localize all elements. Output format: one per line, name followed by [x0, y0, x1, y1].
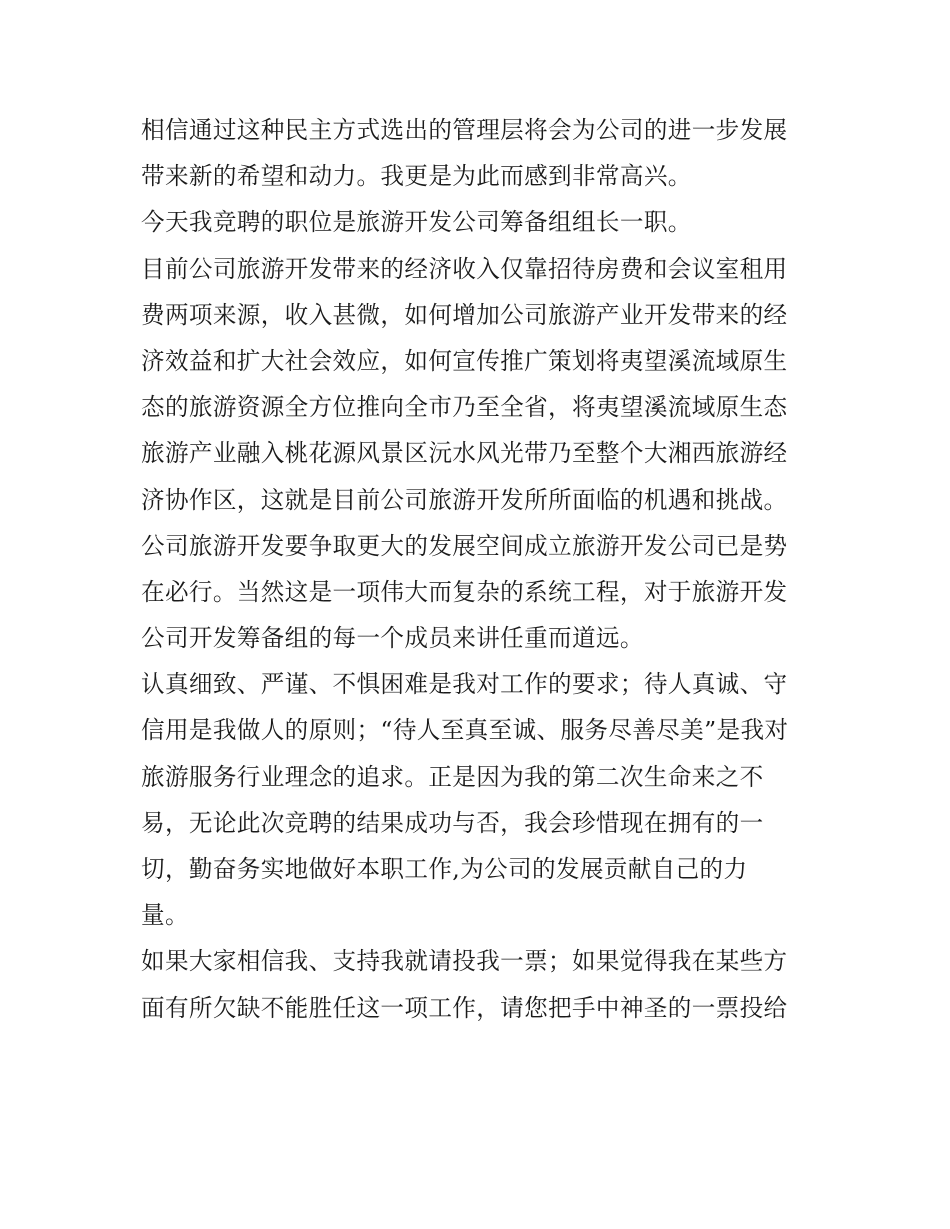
text-line-7: 态的旅游资源全方位推向全市乃至全省，将夷望溪流域原生态 — [141, 393, 788, 422]
text-line-10: 公司旅游开发要争取更大的发展空间成立旅游开发公司已是势 — [141, 531, 788, 560]
text-line-12: 公司开发筹备组的每一个成员来讲任重而道远。 — [141, 624, 644, 653]
text-line-19: 如果大家相信我、支持我就请投我一票；如果觉得我在某些方 — [141, 947, 788, 976]
body-text — [141, 107, 821, 1031]
text-line-3: 今天我竞聘的职位是旅游开发公司筹备组组长一职。 — [141, 208, 692, 237]
text-line-2: 带来新的希望和动力。我更是为此而感到非常高兴。 — [141, 162, 692, 191]
text-line-1: 相信通过这种民主方式选出的管理层将会为公司的进一步发展 — [141, 116, 788, 144]
text-line-20: 面有所欠缺不能胜任这一项工作，请您把手中神圣的一票投给 — [141, 993, 788, 1022]
text-line-5: 费两项来源，收入甚微，如何增加公司旅游产业开发带来的经 — [141, 300, 788, 329]
text-line-15: 旅游服务行业理念的追求。正是因为我的第二次生命来之不 — [141, 762, 764, 791]
text-line-17: 切，勤奋务实地做好本职工作,为公司的发展贡献自己的力 — [141, 855, 748, 883]
text-line-16: 易，无论此次竞聘的结果成功与否，我会珍惜现在拥有的一 — [141, 808, 764, 837]
text-line-18: 量。 — [141, 901, 189, 930]
text-line-11: 在必行。当然这是一项伟大而复杂的系统工程，对于旅游开发 — [141, 577, 788, 606]
text-line-6: 济效益和扩大社会效应，如何宣传推广策划将夷望溪流域原生 — [141, 346, 788, 375]
text-line-14: 信用是我做人的原则；“待人至真至诚、服务尽善尽美”是我对 — [141, 716, 789, 745]
text-line-8: 旅游产业融入桃花源风景区沅水风光带乃至整个大湘西旅游经 — [141, 439, 788, 468]
text-line-4: 目前公司旅游开发带来的经济收入仅靠招待房费和会议室租用 — [141, 254, 788, 283]
text-line-13: 认真细致、严谨、不惧困难是我对工作的要求；待人真诚、守 — [141, 670, 788, 699]
text-line-9: 济协作区，这就是目前公司旅游开发所所面临的机遇和挑战。 — [141, 485, 788, 514]
